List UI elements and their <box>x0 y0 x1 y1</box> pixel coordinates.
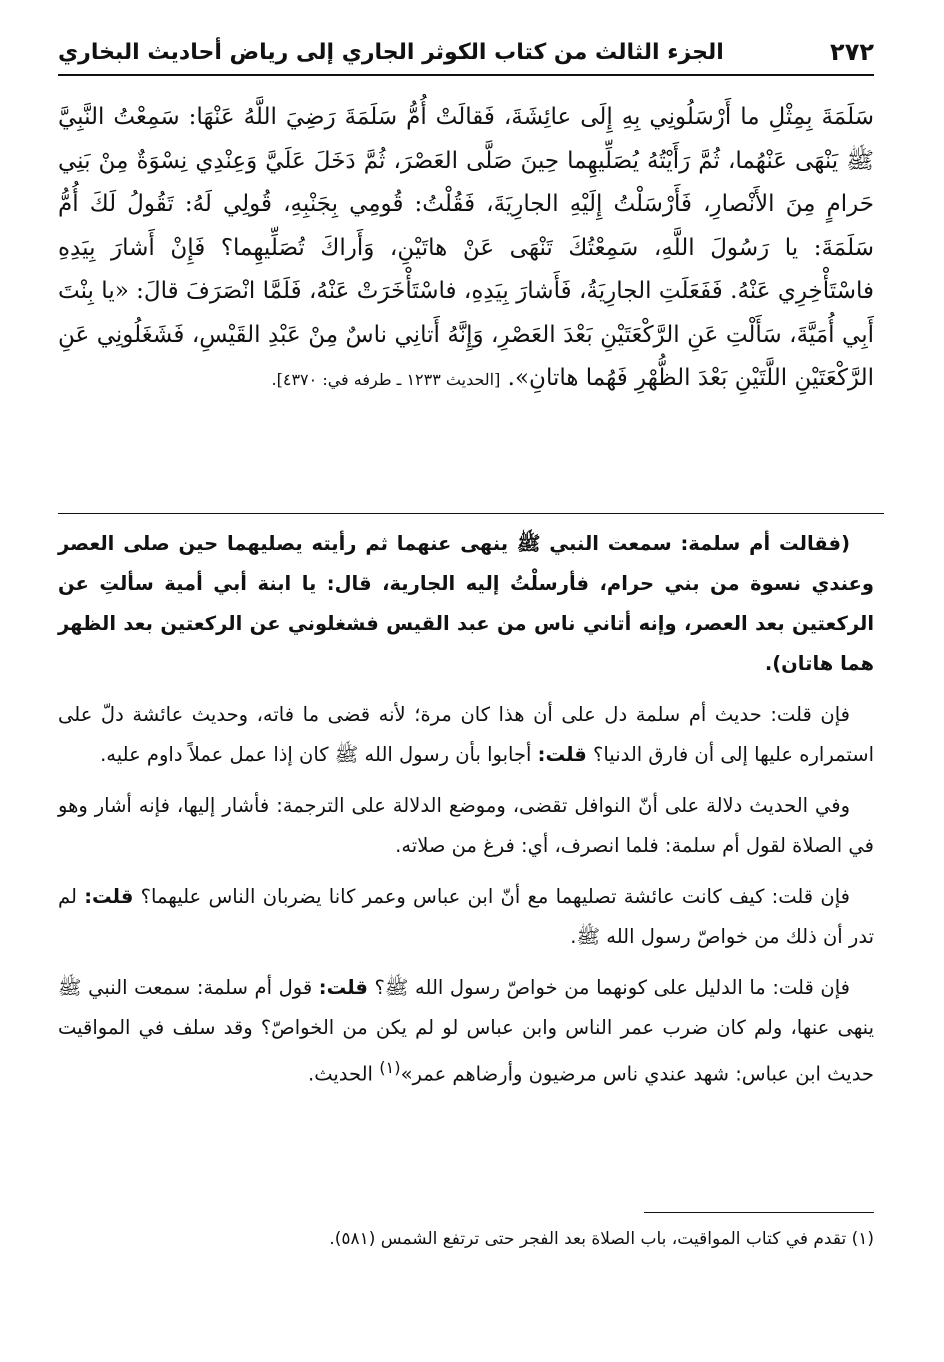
hadith-text: سَلَمَةَ بِمِثْلِ ما أَرْسَلُونِي بِهِ إِلَى عائِشَةَ، فَقالَتْ أُمُّ سَلَمَةَ رَضِيَ اللَّهُ عَنْهَا: سَمِعْتُ النَّبِيَّ ﷺ يَنْهَى عَنْهُما، ثُمَّ رَأَيْتُهُ يُصَلِّيهِما حِينَ صَلَّى العَصْرَ، ثُمَّ دَخَلَ عَلَيَّ وَعِنْدِي نِسْوَةٌ مِنْ بَنِي حَرامٍ مِنَ الأَنْصارِ، فَأَرْسَلْتُ إِلَيْهِ الجارِيَةَ، فَقُلْتُ: قُومِي بِجَنْبِهِ، قُولِي لَهُ: تَقُولُ لَكَ أُمُّ سَلَمَةَ: يا رَسُولَ اللَّهِ، سَمِعْتُكَ تَنْهَى عَنْ هاتَيْنِ، وَأَراكَ تُصَلِّيهِما؟ فَإِنْ أَشارَ بِيَدِهِ فاسْتَأْخِرِي عَنْهُ. فَفَعَلَتِ الجارِيَةُ، فَأَشارَ بِيَدِهِ، فاسْتَأْخَرَتْ عَنْهُ، فَلَمَّا انْصَرَفَ قالَ: «يا بِنْتَ أَبِي أُمَيَّةَ، سَأَلْتِ عَنِ الرَّكْعَتَيْنِ بَعْدَ العَصْرِ، وَإِنَّهُ أَتانِي ناسٌ مِنْ عَبْدِ القَيْسِ، فَشَغَلُونِي عَنِ الرَّكْعَتَيْنِ اللَّتَيْنِ بَعْدَ الظُّهْرِ فَهُما هاتانِ». <box>58 104 874 391</box>
section-divider <box>58 513 884 514</box>
question-text: فإن قلت: حديث أم سلمة دل على أن هذا كان مرة؛ لأنه قضى ما فاته، وحديث عائشة دلّ على استمراره عليها إلى أن فارق الدنيا؟ <box>58 703 874 766</box>
footnote-reference[interactable]: (١) <box>379 1058 401 1077</box>
commentary-paragraph-1 <box>58 695 874 775</box>
commentary-paragraph-2 <box>58 786 874 866</box>
footnote <box>58 1224 874 1254</box>
paragraph-text: وفي الحديث دلالة على أنّ النوافل تقضى، وموضع الدلالة على الترجمة: فأشار إليها، فإنه أشار وهو في الصلاة لقول أم سلمة: فلما انصرف، أي: فرغ من صلاته. <box>58 794 874 857</box>
question-text: فإن قلت: كيف كانت عائشة تصليهما مع أنّ ابن عباس وعمر كانا يضربان الناس عليهما؟ <box>140 885 850 908</box>
commentary-quote <box>58 524 874 684</box>
answer-text: لم تدر أن ذلك من خواصّ رسول الله ﷺ. <box>58 885 874 948</box>
hadith-reference: [الحديث ١٢٣٣ ـ طرفه في: ٤٣٧٠]. <box>271 370 501 389</box>
quote-text: (فقالت أم سلمة: سمعت النبي ﷺ ينهى عنهما ثم رأيته يصليهما حين صلى العصر وعندي نسوة من بني حرام، فأرسلْتُ إليه الجارية، قال: يا ابنة أبي أمية سألتِ عن الركعتين بعد العصر، وإنه أتاني ناس من عبد القيس فشغلوني عن الركعتين بعد الظهر هما هاتان). <box>58 532 874 675</box>
footnote-number: (١) <box>851 1229 874 1249</box>
running-title: الجزء الثالث من كتاب الكوثر الجاري إلى رياض أحاديث البخاري <box>58 39 724 65</box>
answer-text: قول أم سلمة: سمعت النبي ﷺ ينهى عنها، ولم كان ضرب عمر الناس وابن عباس لو لم يكن من الخواصّ؟ وقد سلف في المواقيت حديث ابن عباس: شهد عندي ناس مرضيون وأرضاهم عمر» <box>58 976 874 1086</box>
page-header <box>58 30 874 76</box>
commentary-block <box>58 524 874 1164</box>
answer-text: أجابوا بأن رسول الله ﷺ كان إذا عمل عملاً داوم عليه. <box>100 743 532 766</box>
question-text: فإن قلت: ما الدليل على كونهما من خواصّ رسول الله ﷺ؟ <box>374 976 850 999</box>
answer-label: قلت: <box>318 976 368 999</box>
commentary-paragraph-4 <box>58 968 874 1095</box>
page-number: ٢٧٢ <box>830 38 874 66</box>
answer-text-end: الحديث. <box>308 1062 373 1086</box>
commentary-paragraph-3 <box>58 877 874 957</box>
footnote-divider <box>644 1212 874 1213</box>
answer-label: قلت: <box>537 743 587 766</box>
footnote-text: تقدم في كتاب المواقيت، باب الصلاة بعد الفجر حتى ترتفع الشمس (٥٨١). <box>329 1229 847 1249</box>
hadith-text-block <box>58 96 874 496</box>
answer-label: قلت: <box>84 885 134 908</box>
